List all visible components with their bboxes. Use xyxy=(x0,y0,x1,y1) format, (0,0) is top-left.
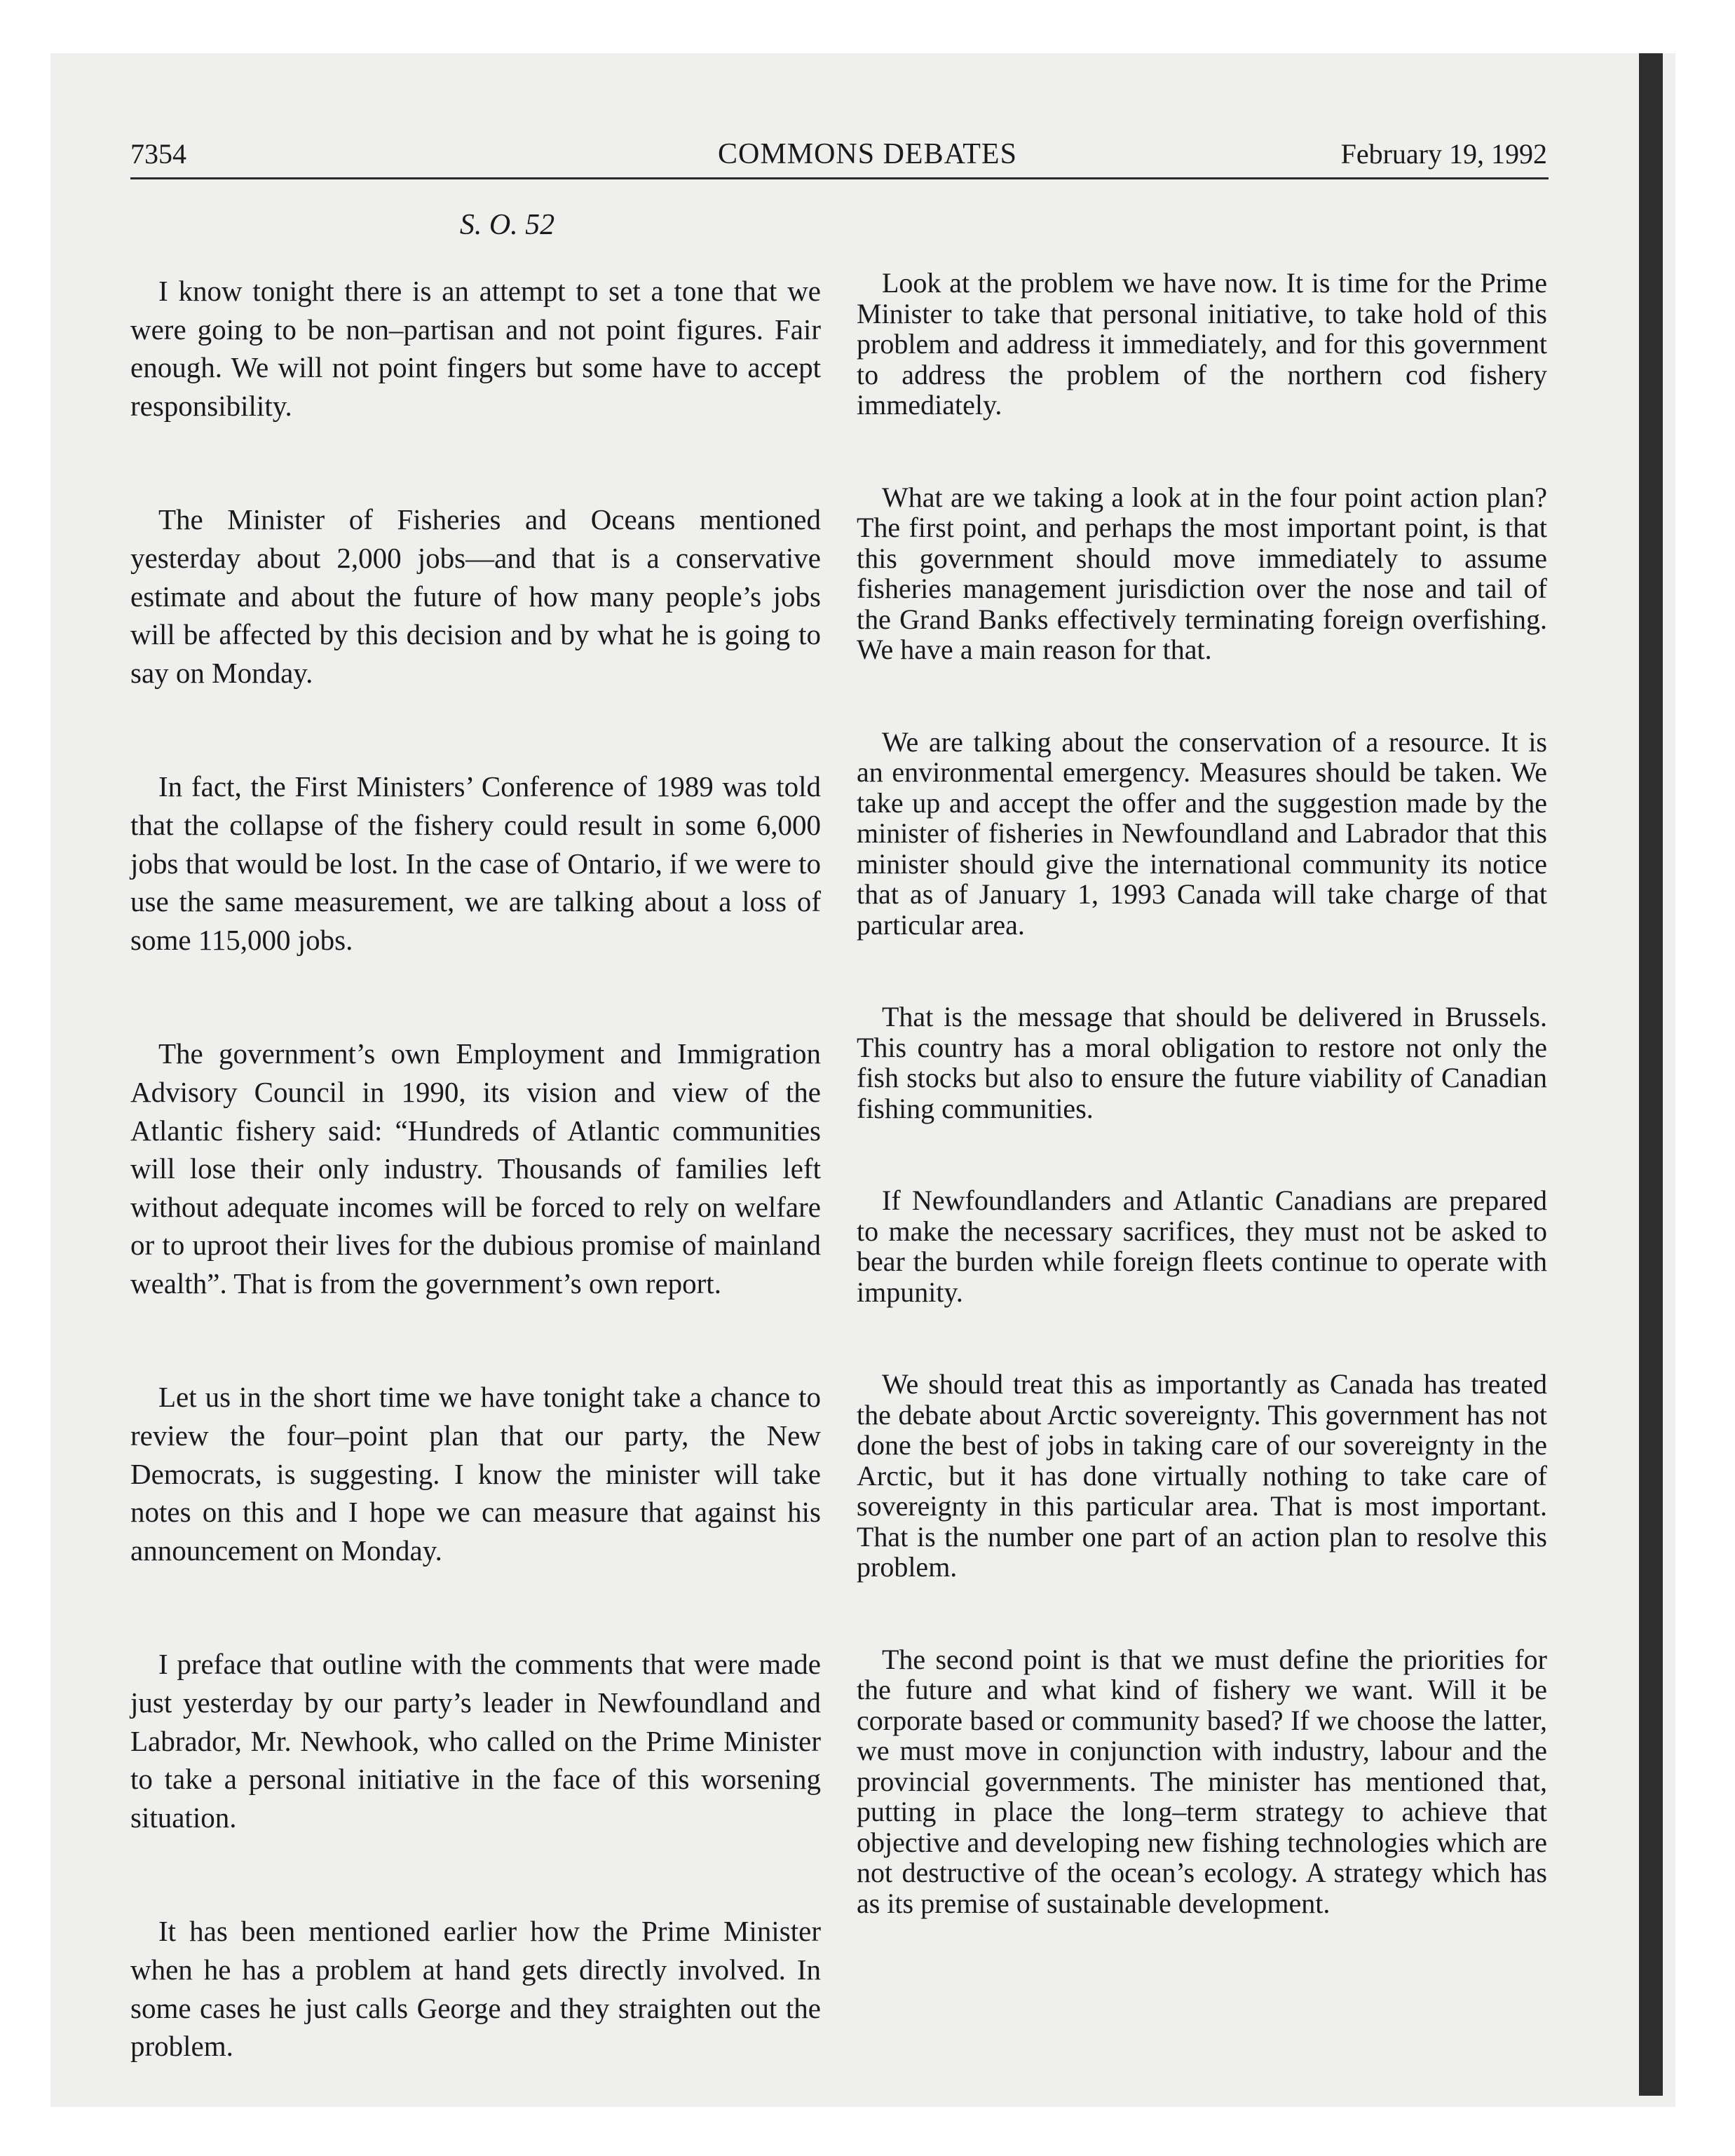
paragraph: We should treat this as importantly as Canada has treated the debate about Arctic sovereignty. This government has not done the best of jobs in taking care of our sovereignty in the Arctic, but it has done virtually nothing to take care of sovereignty in this particular area. That is most important. That is the number one part of an action plan to resolve this problem. xyxy=(857,1368,1547,1583)
paragraph: I preface that outline with the comments that were made just yesterday by our party’s leader in Newfoundland and Labrador, Mr. Newhook, who called on the Prime Minister to take a personal initiative in the face of this worsening situation. xyxy=(130,1648,821,1834)
paragraph: Let us in the short time we have tonight take a chance to review the four–point plan that our party, the New Democrats, is suggesting. I know the minister will take notes on this and I hope we can measure that against his announcement on Monday. xyxy=(130,1381,821,1567)
paragraph: In fact, the First Ministers’ Conference of 1989 was told that the collapse of the fishery could result in some 6,000 jobs that would be lost. In the case of Ontario, if we were to use the same measurement, we are talking about a loss of some 115,000 jobs. xyxy=(130,770,821,956)
page-number: 7354 xyxy=(130,138,186,170)
paragraph: It has been mentioned earlier how the Prime Minister when he has a problem at hand gets directly involved. In some cases he just calls George and they straighten out the problem. xyxy=(130,1915,821,2063)
paragraph: The Minister of Fisheries and Oceans mentioned yesterday about 2,000 jobs—and that is a conservative estimate and about the future of how many people’s jobs will be affected by this decision and by what he is going to say on Monday. xyxy=(130,503,821,689)
publication-date: February 19, 1992 xyxy=(1340,138,1547,170)
publication-title: COMMONS DEBATES xyxy=(718,138,1017,170)
paragraph: We are talking about the conservation of a resource. It is an environmental emergency. Measures should be taken. We take up and accept the offer and the suggestion made by the minister of fisheries in Newfoundland and Labrador that this minister should give the international community its notice that as of January 1, 1993 Canada will take charge of that particular area. xyxy=(857,725,1547,941)
paragraph: What are we taking a look at in the four point action plan? The first point, and perhaps the most important point, is that this government should move immediately to assume fisheries management jurisdiction over the nose and tail of the Grand Banks effectively terminating foreign overfishing. We have a main reason for that. xyxy=(857,481,1547,665)
paragraph: The government’s own Employment and Immigration Advisory Council in 1990, its vision and view of the Atlantic fishery said: “Hundreds of Atlantic communities will lose their only industry. Thousands of families left without adequate incomes will be forced to rely on welfare or to uproot their lives for the dubious promise of mainland wealth”. That is from the government’s own report. xyxy=(130,1037,821,1299)
paragraph: Look at the problem we have now. It is time for the Prime Minister to take that personal initiative, to take hold of this problem and address it immediately, and for this government to address the problem of the northern cod fishery immediately. xyxy=(857,267,1547,421)
header-rule xyxy=(130,177,1549,179)
paragraph: I know tonight there is an attempt to set a tone that we were going to be non–partisan and not point figures. Fair enough. We will not point fingers but some have to accept responsibility. xyxy=(130,275,821,422)
paragraph: If Newfoundlanders and Atlantic Canadians are prepared to make the necessary sacrifices, they must not be asked to bear the burden while foreign fleets continue to operate with impunity. xyxy=(857,1185,1547,1308)
right-column xyxy=(857,207,1547,1980)
left-column xyxy=(130,207,821,2141)
paragraph: That is the message that should be delivered in Brussels. This country has a moral obligation to restore not only the fish stocks but also to ensure the future viability of Canadian fishing communities. xyxy=(857,1001,1547,1124)
paragraph: The second point is that we must define the priorities for the future and what kind of fishery we want. Will it be corporate based or community based? If we choose the latter, we must move in conjunction with industry, labour and the provincial governments. The minister has mentioned that, putting in place the long–term strategy to achieve that objective and developing new fishing technologies which are not destructive of the ocean’s ecology. A strategy which has as its premise of sustainable development. xyxy=(857,1643,1547,1919)
section-title: S. O. 52 xyxy=(459,209,555,241)
